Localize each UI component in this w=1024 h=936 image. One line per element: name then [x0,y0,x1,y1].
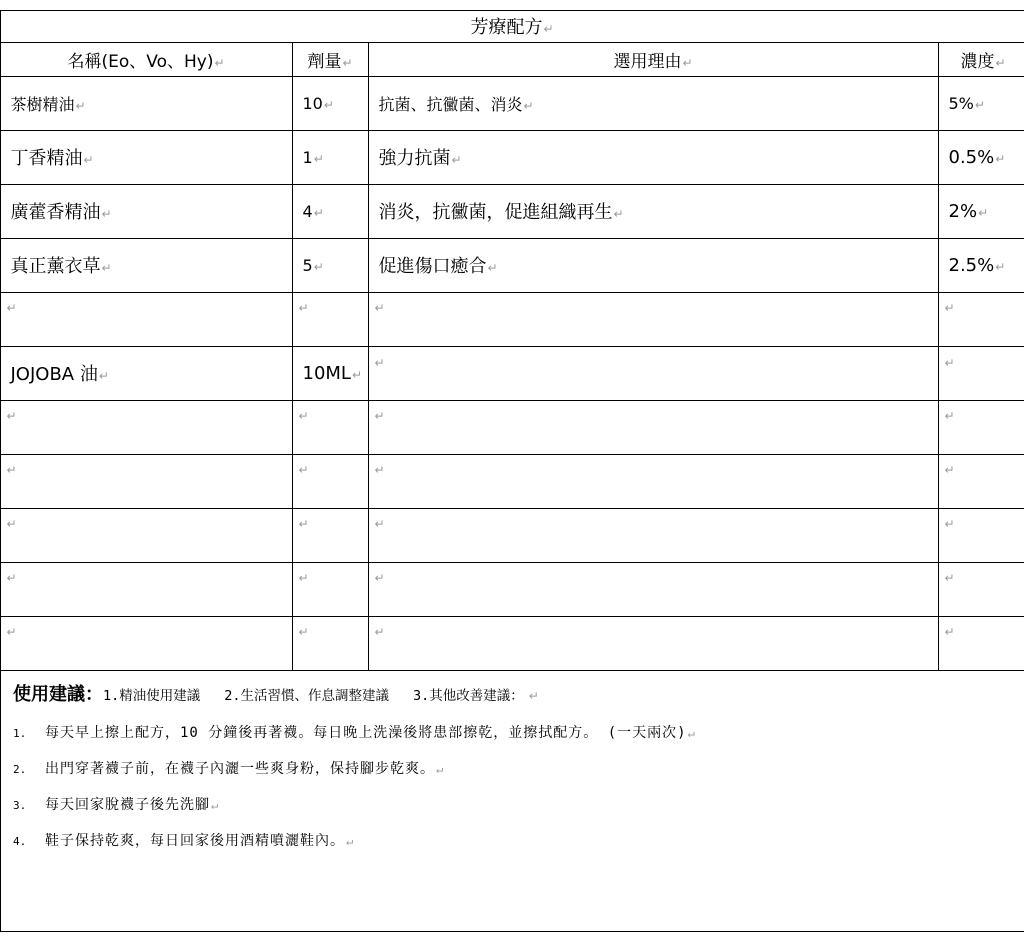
paragraph-mark-icon: ↵ [6,624,17,639]
advice-heading: 使用建議： [13,684,103,705]
concentration-cell [938,238,1024,292]
paragraph-mark-icon: ↵ [342,55,353,70]
list-item-text: 每天回家脫襪子後先洗腳 [45,797,210,813]
paragraph-mark-icon: ↵ [374,462,385,477]
paragraph-mark-icon: ↵ [523,98,534,113]
paragraph-mark-icon: ↵ [978,205,989,220]
advice-option-2: 2.生活習慣、作息調整建議 [224,688,390,704]
paragraph-mark-icon: ↵ [436,762,445,776]
table-row [0,454,1024,508]
dose-cell [292,454,368,508]
paragraph-mark-icon: ↵ [298,408,309,423]
row-concentration: 2.5% [948,254,995,276]
reason-cell [368,562,938,616]
paragraph-mark-icon: ↵ [6,516,17,531]
paragraph-mark-icon: ↵ [101,261,112,275]
table-row [0,292,1024,346]
paragraph-mark-icon: ↵ [351,367,363,382]
dose-cell [292,238,368,292]
paragraph-mark-icon: ↵ [374,408,385,423]
paragraph-mark-icon: ↵ [211,798,220,812]
name-cell [0,292,292,346]
header-concentration-cell [938,42,1024,76]
reason-cell [368,346,938,400]
paragraph-mark-icon: ↵ [528,689,539,703]
dose-cell [292,346,368,400]
list-item [13,715,1013,751]
concentration-cell [938,616,1024,670]
paragraph-mark-icon: ↵ [6,408,17,423]
paragraph-mark-icon: ↵ [75,98,86,113]
table-row [0,130,1024,184]
paragraph-mark-icon: ↵ [374,624,385,639]
dose-cell [292,400,368,454]
advice-option-1: 1.精油使用建議 [103,688,201,704]
reason-cell [368,130,938,184]
list-item [13,823,1013,859]
dose-cell [292,76,368,130]
name-cell [0,508,292,562]
reason-cell [368,616,938,670]
reason-cell [368,292,938,346]
name-cell [0,400,292,454]
concentration-cell [938,454,1024,508]
row-concentration: 2% [948,200,978,222]
header-reason: 選用理由 [613,51,682,72]
header-name-cell [0,42,292,76]
advice-list [13,715,1013,859]
name-cell [0,76,292,130]
list-item-number: 2. [13,763,27,776]
list-item [13,787,1013,823]
paragraph-mark-icon: ↵ [214,55,225,70]
list-item-number: 3. [13,799,27,812]
header-name: 名稱(Eo、Vo、Hy) [67,51,214,72]
dose-cell [292,130,368,184]
paragraph-mark-icon: ↵ [323,97,334,112]
document-page [0,10,1024,932]
paragraph-mark-icon: ↵ [6,462,17,477]
paragraph-mark-icon: ↵ [298,624,309,639]
header-dose-cell [292,42,368,76]
paragraph-mark-icon: ↵ [995,55,1006,70]
concentration-cell [938,292,1024,346]
paragraph-mark-icon: ↵ [98,369,109,383]
paragraph-mark-icon: ↵ [613,207,624,221]
list-item-number: 1. [13,727,27,740]
name-cell [0,616,292,670]
concentration-cell [938,508,1024,562]
paragraph-mark-icon: ↵ [944,570,955,585]
usage-advice-section [13,675,1013,859]
header-reason-cell [368,42,938,76]
row-dose: 4 [302,201,313,221]
paragraph-mark-icon: ↵ [944,355,955,370]
name-cell [0,184,292,238]
paragraph-mark-icon: ↵ [374,570,385,585]
paragraph-mark-icon: ↵ [83,153,94,167]
table-title-cell [0,10,1024,42]
paragraph-mark-icon: ↵ [6,570,17,585]
row-dose: 1 [302,147,313,167]
name-cell [0,346,292,400]
table-row [0,562,1024,616]
paragraph-mark-icon: ↵ [543,22,554,36]
header-concentration: 濃度 [960,51,995,72]
paragraph-mark-icon: ↵ [687,726,696,740]
concentration-cell [938,76,1024,130]
reason-cell [368,508,938,562]
paragraph-mark-icon: ↵ [313,259,324,274]
paragraph-mark-icon: ↵ [995,259,1006,274]
paragraph-mark-icon: ↵ [944,624,955,639]
concentration-cell [938,400,1024,454]
row-name: JOJOBA 油 [10,364,98,385]
name-cell [0,130,292,184]
paragraph-mark-icon: ↵ [374,355,385,370]
table-row [0,508,1024,562]
dose-cell [292,292,368,346]
header-dose: 劑量 [307,51,342,72]
paragraph-mark-icon: ↵ [974,97,985,112]
row-name: 真正薰衣草 [10,256,101,277]
paragraph-mark-icon: ↵ [944,516,955,531]
row-name: 丁香精油 [10,148,83,169]
paragraph-mark-icon: ↵ [6,300,17,315]
paragraph-mark-icon: ↵ [944,408,955,423]
name-cell [0,454,292,508]
advice-option-3: 3.其他改善建議： [413,688,524,704]
paragraph-mark-icon: ↵ [313,205,324,220]
table-row [0,184,1024,238]
list-item-text: 鞋子保持乾爽，每日回家後用酒精噴灑鞋內。 [45,833,345,849]
paragraph-mark-icon: ↵ [374,300,385,315]
table-row [0,616,1024,670]
row-reason: 促進傷口癒合 [378,256,487,277]
row-dose: 10ML [302,362,351,384]
paragraph-mark-icon: ↵ [374,516,385,531]
formula-table [0,10,1024,671]
table-title: 芳療配方 [470,17,543,38]
paragraph-mark-icon: ↵ [944,300,955,315]
reason-cell [368,400,938,454]
reason-cell [368,184,938,238]
table-title-row [0,10,1024,42]
row-reason: 強力抗菌 [378,148,451,169]
table-header-row [0,42,1024,76]
paragraph-mark-icon: ↵ [346,834,355,848]
row-reason: 抗菌、抗黴菌、消炎 [378,94,523,114]
name-cell [0,238,292,292]
paragraph-mark-icon: ↵ [944,462,955,477]
reason-cell [368,76,938,130]
table-row [0,238,1024,292]
table-row [0,400,1024,454]
concentration-cell [938,562,1024,616]
concentration-cell [938,184,1024,238]
dose-cell [292,616,368,670]
list-item [13,751,1013,787]
paragraph-mark-icon: ↵ [298,300,309,315]
paragraph-mark-icon: ↵ [298,516,309,531]
advice-header-line [13,675,1013,715]
row-dose: 10 [302,93,323,113]
reason-cell [368,238,938,292]
paragraph-mark-icon: ↵ [298,570,309,585]
list-item-number: 4. [13,835,27,848]
paragraph-mark-icon: ↵ [313,151,324,166]
row-concentration: 5% [948,93,974,113]
dose-cell [292,508,368,562]
row-name: 廣藿香精油 [10,202,101,223]
paragraph-mark-icon: ↵ [682,55,693,70]
table-row [0,76,1024,130]
row-dose: 5 [302,255,313,275]
paragraph-mark-icon: ↵ [298,462,309,477]
paragraph-mark-icon: ↵ [487,261,498,275]
row-reason: 消炎，抗黴菌，促進組織再生 [378,202,613,223]
paragraph-mark-icon: ↵ [451,153,462,167]
paragraph-mark-icon: ↵ [101,207,112,221]
paragraph-mark-icon: ↵ [995,151,1006,166]
row-name: 茶樹精油 [10,94,75,114]
dose-cell [292,562,368,616]
concentration-cell [938,346,1024,400]
dose-cell [292,184,368,238]
row-concentration: 0.5% [948,146,995,168]
name-cell [0,562,292,616]
reason-cell [368,454,938,508]
table-row [0,346,1024,400]
list-item-text: 每天早上擦上配方，10 分鐘後再著襪。每日晚上洗澡後將患部擦乾，並擦拭配方。 (一天兩次) [45,725,687,741]
list-item-text: 出門穿著襪子前，在襪子內灑一些爽身粉，保持腳步乾爽。 [45,761,435,777]
concentration-cell [938,130,1024,184]
